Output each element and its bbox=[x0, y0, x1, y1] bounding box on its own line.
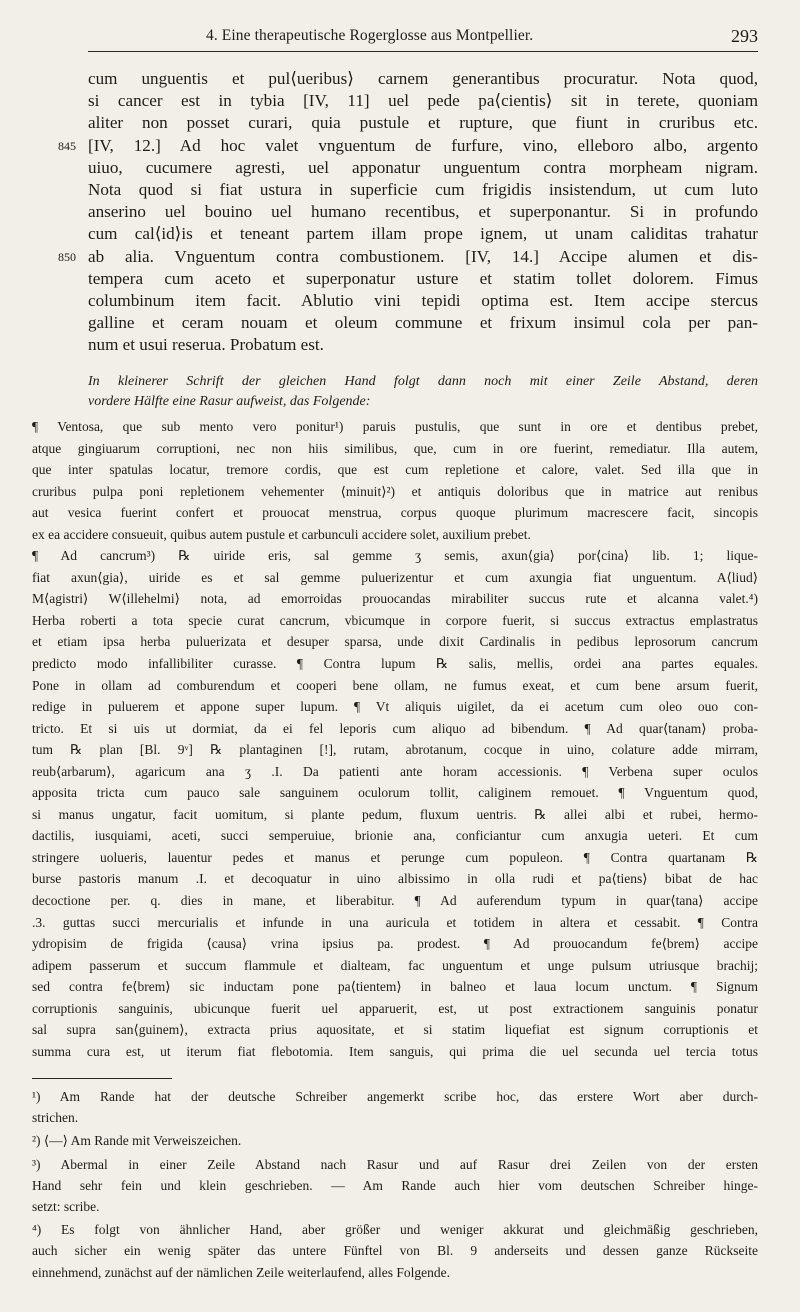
small-text-line: tricto. Et si uis ut dormiat, da ei fel leporis cum aliquo ad bibendum. ¶ Ad quar⟨tanam⟩ proba- bbox=[32, 720, 758, 736]
main-text-line-text: num et usui reserua. Probatum est. bbox=[88, 335, 324, 355]
footnote-line: auch sicher ein wenig später das untere Fünftel von Bl. 9 anderseits und dessen ganze Rückseite bbox=[32, 1243, 758, 1259]
main-text-line-text: si cancer est in tybia [IV, 11] uel pede pa⟨cientis⟩ sit in terete, quoniam bbox=[88, 91, 758, 111]
main-text-line-text: galline et ceram nouam et oleum commune et frixum insimul cola per pan- bbox=[88, 313, 758, 333]
main-text-line-text: aliter non posset curari, quia pustule et rupture, que fiunt in cruribus etc. bbox=[88, 113, 758, 133]
small-text-line: aut vesica fuerint confert et prouocat menstrua, corpus quoque plurimum macrescere facit, sincopis bbox=[32, 505, 758, 521]
small-text-line: burse pastoris manum .I. et decoquatur in uino albissimo in olla rudi et pa⟨tiens⟩ bibat de hac bbox=[32, 871, 758, 887]
small-text-line: tum ℞ plan [Bl. 9ᵛ] ℞ plantaginen [!], rutam, abrotanum, cocque in uino, colature adde mirram, bbox=[32, 742, 758, 758]
main-text-line bbox=[88, 334, 758, 356]
small-text-line: atque gingiuarum corruptioni, nec non hiis similibus, que, cum in ore fuerint, remediatur. Illa autem, bbox=[32, 440, 758, 456]
small-text-line: apposita tricta cum pauco sale sanguinem oculorum tollit, caliginem remouet. ¶ Vnguentum quod, bbox=[32, 785, 758, 801]
footnote-line: einnehmend, zunächst auf der nämlichen Zeile weiterlaufend, alles Folgende. bbox=[32, 1264, 450, 1280]
main-text-line-text: Nota quod si fiat ustura in superficie cum frigidis insistendum, ut cum luto bbox=[88, 179, 758, 199]
editor-note-line: vordere Hälfte eine Rasur aufweist, das Folgende: bbox=[88, 394, 371, 410]
small-text-line: ¶ Ventosa, que sub mento vero ponitur¹) paruis pustulis, que sunt in ore et dentibus prebet, bbox=[32, 419, 758, 434]
small-text-line: sed contra fe⟨brem⟩ sic inductam pone pa⟨tientem⟩ in balneo et laua locum unctum. ¶ Signum bbox=[32, 979, 758, 995]
footnote-line: ³) Abermal in einer Zeile Abstand nach Rasur und auf Rasur drei Zeilen von der ersten bbox=[32, 1156, 758, 1172]
main-text-line-text: anserino uel bouino uel humano recentibus, et superponantur. Si in profundo bbox=[88, 202, 758, 222]
main-text-line bbox=[88, 290, 758, 312]
small-text-line: sal supra san⟨guinem⟩, extracta prius aquositate, et si statim liquefiat est signum corruptionis et bbox=[32, 1022, 758, 1038]
small-text-line: cruribus pulpa poni repletionem vehementer ⟨minuit⟩²) et antiquis doloribus que in matrice aut renibus bbox=[32, 483, 758, 499]
small-text-line: que inter spatulas locatur, tremore cordis, que est cum repletione et calore, valet. Sed illa que in bbox=[32, 462, 758, 478]
small-text-line: Pone in ollam ad comburendum et cooperi bene ollam, ne fumus exeat, et cum bene arsum fuerit, bbox=[32, 677, 758, 693]
small-print-text-block bbox=[32, 416, 758, 1062]
main-text-line bbox=[88, 90, 758, 112]
small-text-line: predicto modo infallibiliter curasse. ¶ Contra lupum ℞ salis, mellis, ordei ana partes equales. bbox=[32, 656, 758, 672]
editor-note-line: In kleinerer Schrift der gleichen Hand folgt dann noch mit einer Zeile Abstand, deren bbox=[88, 374, 758, 389]
running-head-title: 4. Eine therapeutische Rogerglosse aus Montpellier. bbox=[206, 27, 534, 44]
running-head bbox=[88, 24, 758, 52]
small-text-line: summa cura est, ut iterum fiat flebotomia. Item sanguis, qui prima die uel secunda uel tercia totus bbox=[32, 1043, 758, 1059]
small-text-line: M⟨agistri⟩ W⟨illehelmi⟩ nota, ad emorroidas prouocandas mirabiliter succus rute et alcanna valet.⁴) bbox=[32, 591, 758, 607]
main-text-line bbox=[58, 135, 758, 157]
small-text-line: reub⟨arbarum⟩, agaricum ana ʒ .I. Da patienti ante horam accessionis. ¶ Verbena super oculos bbox=[32, 763, 758, 779]
footnote-line: ¹) Am Rande hat der deutsche Schreiber angemerkt scribe hoc, das erstere Wort aber durch- bbox=[32, 1089, 758, 1104]
main-text-line bbox=[88, 157, 758, 179]
small-text-line: ex ea accidere consueuit, quibus autem pustule et carbunculi accidere solet, auxilium prebet. bbox=[32, 526, 531, 542]
footnote-rule bbox=[32, 1078, 172, 1079]
header-rule bbox=[88, 51, 758, 52]
small-text-line: stringere uolueris, lauentur pedes et manus et perunge cum populeon. ¶ Contra quartanam ℞ bbox=[32, 849, 758, 865]
margin-line-number: 850 bbox=[58, 249, 76, 264]
small-text-line: ydropisim de frigida ⟨causa⟩ vrina ipsius pa. prodest. ¶ Ad prouocandum fe⟨brem⟩ accipe bbox=[32, 936, 758, 952]
main-text-line bbox=[88, 223, 758, 245]
page-number: 293 bbox=[731, 26, 758, 46]
main-text-line bbox=[88, 179, 758, 201]
small-text-line: dactilis, iusquiami, aceti, succi semperuiue, brionie ana, conficiantur cum anxugia ueteri. Et cum bbox=[32, 828, 758, 844]
main-text-line bbox=[88, 201, 758, 223]
main-text-line bbox=[88, 268, 758, 290]
small-text-line: Herba roberti a tota specie curat cancrum, vbicumque in corpore fuerit, si succus extractus emplastratus bbox=[32, 612, 758, 628]
footnote-line: Hand sehr fein und klein geschrieben. — Am Rande auch hier vom deutschen Schreiber hinge- bbox=[32, 1177, 758, 1193]
main-text-line bbox=[88, 68, 758, 90]
main-text-line-text: columbinum item facit. Ablutio vini tepidi optima est. Item accipe stercus bbox=[88, 290, 758, 310]
footnote-line: ⁴) Es folgt von ähnlicher Hand, aber größer und weniger akkurat und gleichmäßig geschrieben, bbox=[32, 1222, 758, 1238]
main-text-line bbox=[88, 112, 758, 134]
editor-note bbox=[88, 372, 758, 413]
small-text-line: fiat axun⟨gia⟩, uiride es et sal gemme puluerizentur et cum axungia fiat unguentum. A⟨liud⟩ bbox=[32, 569, 758, 585]
small-text-line: si manus ungatur, facit uomitum, si plante pedum, fluxum uentris. ℞ allei albi et rubei, hermo- bbox=[32, 806, 758, 822]
main-text-line-text: tempera cum aceto et superponatur usture et statim tollet dolorem. Fimus bbox=[88, 268, 758, 288]
footnote-line: ²) ⟨—⟩ Am Rande mit Verweiszeichen. bbox=[32, 1133, 242, 1149]
main-text-line bbox=[58, 246, 758, 268]
main-text-line-text: cum cal⟨id⟩is et teneant partem illam prope ignem, ut unam caliditas trahatur bbox=[88, 224, 758, 244]
main-text-block bbox=[58, 68, 758, 356]
footnote-line: setzt: scribe. bbox=[32, 1198, 100, 1214]
small-text-line: corruptionis sanguinis, ubicunque fuerit uel apparuerit, est, ut post extractionem sanguinis ponatur bbox=[32, 1000, 758, 1016]
small-text-line: .3. guttas succi mercurialis et infunde in una auricula et totidem in altera et cessabit. ¶ Contra bbox=[32, 914, 758, 930]
main-text-line-text: cum unguentis et pul⟨ueribus⟩ carnem generantibus procuratur. Nota quod, bbox=[88, 69, 758, 88]
small-text-line: et etiam ipsa herba puluerizata et desuper sparsa, unde dixit Cardinalis in pedibus leprosorum cancrum bbox=[32, 634, 758, 650]
main-text-line bbox=[88, 312, 758, 334]
small-text-line: decoctione per. q. dies in mane, et liberabitur. ¶ Ad auferendum typum in quar⟨tana⟩ accipe bbox=[32, 893, 758, 909]
main-text-line-text: uiuo, cucumere agresti, uel apponatur unguentum contra morpheam nigram. bbox=[88, 157, 758, 177]
footnotes-block bbox=[32, 1086, 758, 1283]
margin-line-number: 845 bbox=[58, 138, 76, 153]
main-text-line-text: [IV, 12.] Ad hoc valet vnguentum de furfure, vino, elleboro albo, argento bbox=[88, 135, 758, 155]
main-text-line-text: ab alia. Vnguentum contra combustionem. [IV, 14.] Accipe alumen et dis- bbox=[88, 246, 758, 266]
small-text-line: adipem passerum et succum flammule et dialteam, fac unguentum et unge pulsum utriusque brachij; bbox=[32, 957, 758, 973]
footnote-line: strichen. bbox=[32, 1110, 79, 1126]
small-text-line: ¶ Ad cancrum³) ℞ uiride eris, sal gemme ʒ semis, axun⟨gia⟩ por⟨cina⟩ lib. 1; lique- bbox=[32, 548, 758, 564]
small-text-line: redige in puluerem et appone super lupum. ¶ Vt aliquis uigilet, da ei acetum cum oleo ouo con- bbox=[32, 699, 758, 715]
